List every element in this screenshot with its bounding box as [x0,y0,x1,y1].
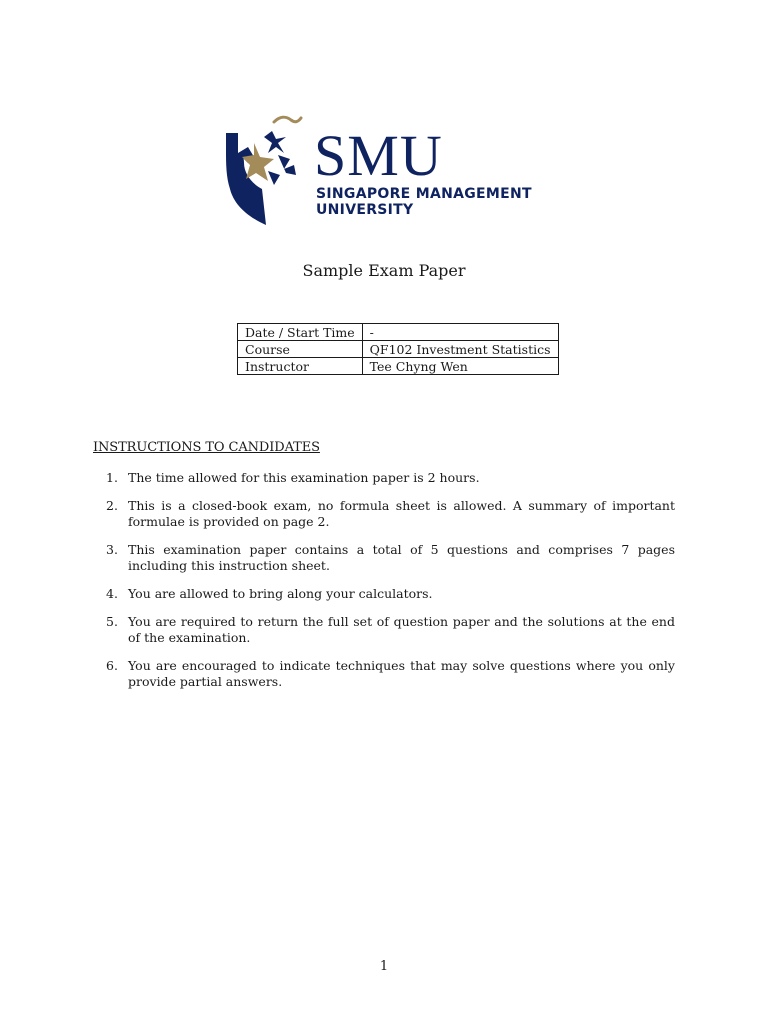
table-row [238,341,559,358]
info-value: QF102 Investment Statistics [362,341,558,358]
item-text: This examination paper contains a total of 5 questions and comprises 7 pages including this instruction sheet. [128,542,675,573]
page-title: Sample Exam Paper [302,261,466,280]
smu-crest-icon [224,113,314,228]
logo-wordmark: SMU [314,123,443,188]
smu-logo [224,113,534,228]
instructions-heading: INSTRUCTIONS TO CANDIDATES [93,440,320,455]
exam-info-table [237,323,559,375]
item-text: You are allowed to bring along your calculators. [128,586,433,601]
info-value: - [362,324,558,341]
item-number: 5. [106,614,118,629]
info-value: Tee Chyng Wen [362,358,558,375]
logo-text-line-2: UNIVERSITY [316,202,414,218]
table-row [238,324,559,341]
item-text: This is a closed-book exam, no formula sheet is allowed. A summary of important formulae is provided on page 2. [128,498,675,529]
info-key: Instructor [238,358,363,375]
item-number: 6. [106,658,118,673]
list-item [93,470,675,486]
item-number: 1. [106,470,118,485]
item-number: 4. [106,586,118,601]
table-row [238,358,559,375]
page-number: 1 [379,959,389,974]
item-text: You are encouraged to indicate techniques that may solve questions where you only provide partial answers. [128,658,675,689]
item-number: 3. [106,542,118,557]
list-item [93,498,675,530]
item-text: The time allowed for this examination paper is 2 hours. [128,470,480,485]
logo-text-line-1: SINGAPORE MANAGEMENT [316,186,532,202]
info-key: Date / Start Time [238,324,363,341]
list-item [93,586,675,602]
instructions-list [93,470,675,702]
item-number: 2. [106,498,118,513]
list-item [93,658,675,690]
list-item [93,542,675,574]
item-text: You are required to return the full set of question paper and the solutions at the end of the examination. [128,614,675,645]
info-key: Course [238,341,363,358]
list-item [93,614,675,646]
